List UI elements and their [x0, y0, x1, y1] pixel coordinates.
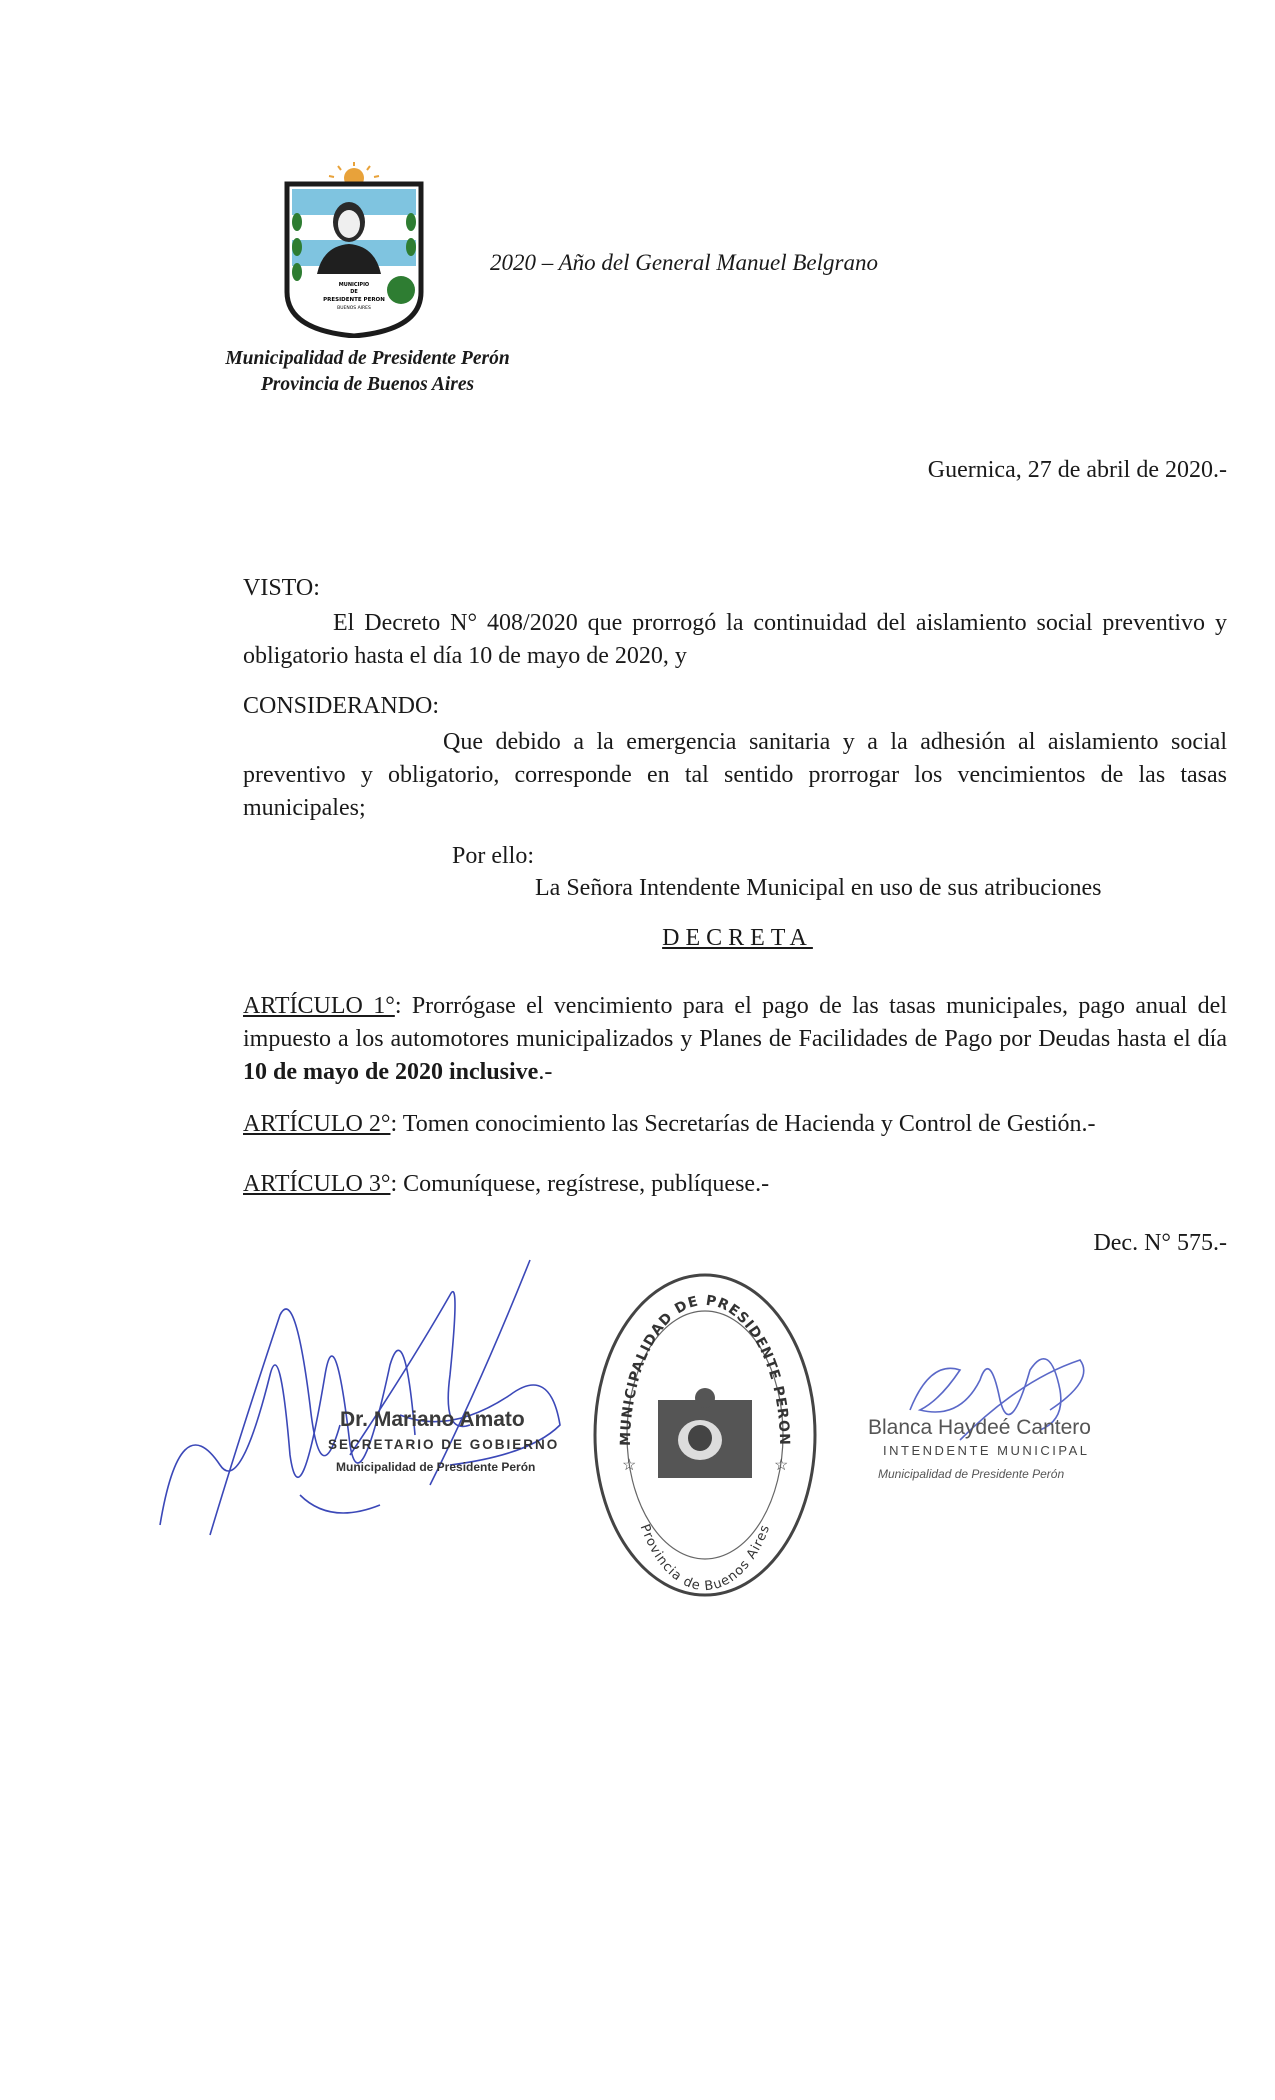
article-1-bold: 10 de mayo de 2020 inclusive	[243, 1059, 539, 1085]
article-1	[243, 990, 1227, 1089]
municipality-header	[195, 346, 540, 398]
article-3-label: ARTÍCULO 3°	[243, 1171, 391, 1197]
right-signer-name: Blanca Haydeé Cantero	[868, 1416, 1091, 1439]
article-1-label: ARTÍCULO 1°	[243, 993, 395, 1019]
article-2-label: ARTÍCULO 2°	[243, 1111, 391, 1137]
visto-text: El Decreto N° 408/2020 que prorrogó la continuidad del aislamiento social preventivo y obligatorio hasta el día 10 de mayo de 2020, y	[243, 610, 1227, 669]
municipal-seal-stamp	[590, 1270, 820, 1600]
left-handwritten-signature	[150, 1255, 600, 1545]
star-icon: ☆	[774, 1457, 789, 1474]
province-name: Provincia de Buenos Aires	[260, 374, 475, 395]
date-line: Guernica, 27 de abril de 2020.-	[927, 457, 1227, 483]
stamp-top-text: MUNICIPALIDAD DE PRESIDENTE PERON	[617, 1292, 793, 1447]
crest-line-3: PRESIDENTE PERON	[323, 297, 385, 303]
stamp-bottom-text: Provincia de Buenos Aires	[636, 1522, 774, 1595]
year-motto: 2020 – Año del General Manuel Belgrano	[490, 250, 878, 275]
considerando-text: Que debido a la emergencia sanitaria y a la adhesión al aislamiento social preventivo y obligatorio, corresponde en tal sentido prorrogar los vencimientos de las tasas municipales;	[243, 729, 1227, 821]
municipality-name: Municipalidad de Presidente Perón	[225, 348, 510, 369]
stamp-emblem-icon	[658, 1388, 752, 1478]
municipal-crest-logo	[283, 162, 425, 338]
article-2-text: : Tomen conocimiento las Secretarías de Hacienda y Control de Gestión.-	[390, 1111, 1096, 1137]
por-ello: Por ello:	[452, 843, 534, 869]
crest-line-2: DE	[350, 289, 358, 295]
article-1-tail: .-	[538, 1059, 553, 1085]
article-3-text: : Comuníquese, regístrese, publíquese.-	[390, 1171, 770, 1197]
star-icon: ☆	[622, 1457, 637, 1474]
authority-line: La Señora Intendente Municipal en uso de sus atribuciones	[535, 875, 1102, 901]
crest-line-1: MUNICIPIO	[338, 282, 370, 288]
left-signer-name: Dr. Mariano Amato	[340, 1408, 525, 1431]
right-signer-role: INTENDENTE MUNICIPAL	[883, 1443, 1090, 1458]
visto-label: VISTO:	[243, 575, 320, 601]
decreta-heading: DECRETA	[662, 925, 813, 951]
left-signer-org: Municipalidad de Presidente Perón	[336, 1460, 536, 1474]
article-1-text: : Prorrógase el vencimiento para el pago de las tasas municipales, pago anual del impuesto a los automotores municipalizados y Planes de Facilidades de Pago por Deudas hasta el día	[243, 993, 1228, 1052]
decree-number: Dec. N° 575.-	[1093, 1230, 1227, 1256]
considerando-label: CONSIDERANDO:	[243, 693, 440, 719]
article-3	[243, 1168, 1227, 1201]
right-signer-org: Municipalidad de Presidente Perón	[878, 1467, 1065, 1481]
left-signer-role: SECRETARIO DE GOBIERNO	[328, 1437, 560, 1452]
crest-line-4: BUENOS AIRES	[337, 306, 371, 311]
article-2	[243, 1108, 1227, 1141]
